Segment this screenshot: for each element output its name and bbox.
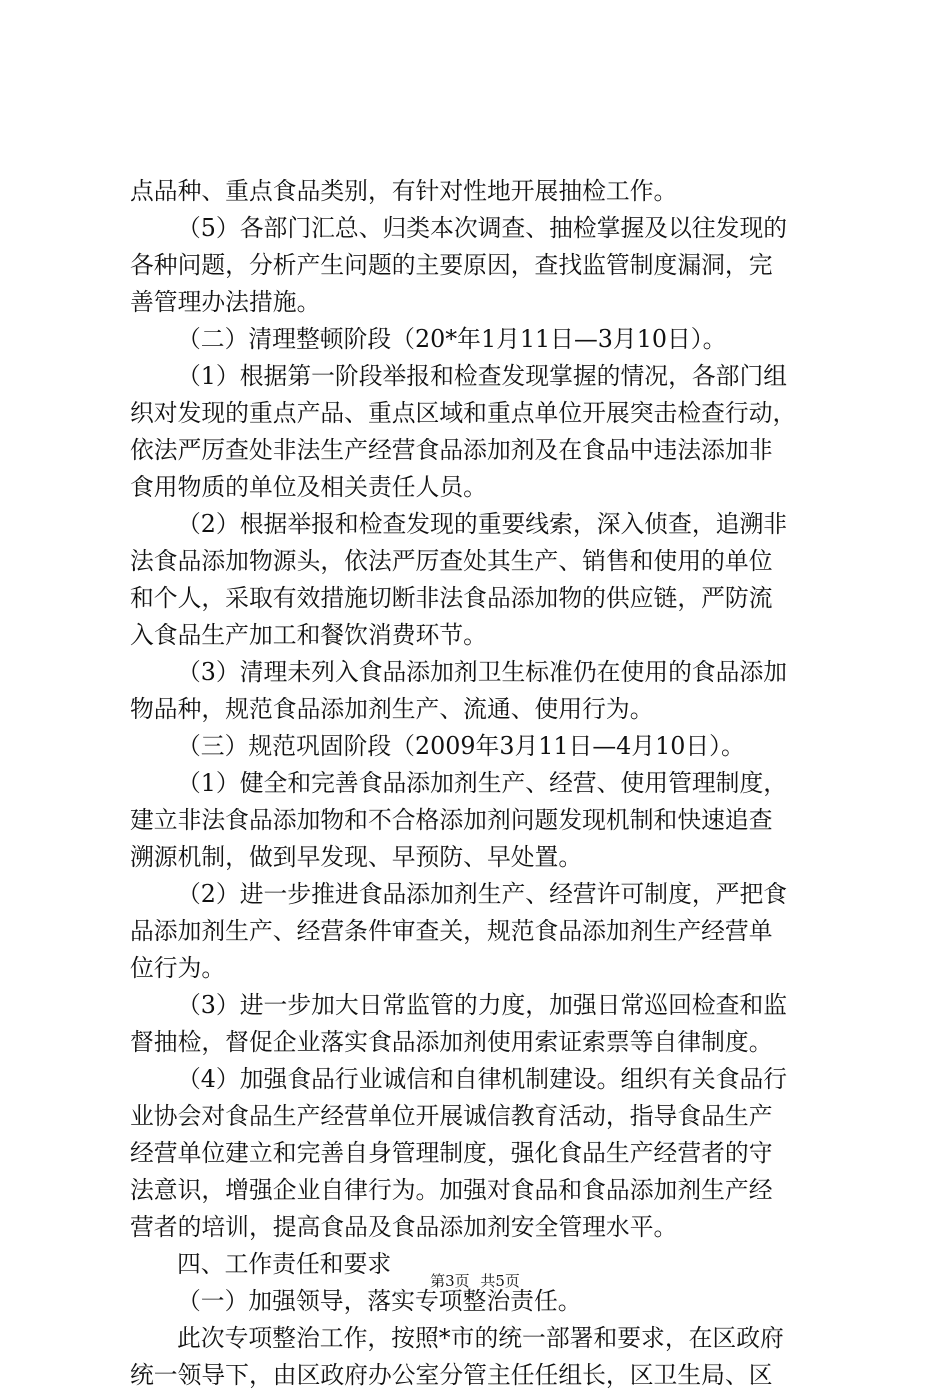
text-line: 营者的培训，提高食品及食品添加剂安全管理水平。 — [130, 1213, 678, 1241]
text-line: （5）各部门汇总、归类本次调查、抽检掌握及以往发现的 — [177, 214, 788, 242]
text-line: （1）根据第一阶段举报和检查发现掌握的情况，各部门组 — [177, 362, 788, 390]
text-line: 物品种，规范食品添加剂生产、流通、使用行为。 — [130, 695, 654, 723]
document-body — [130, 173, 830, 1394]
text-line: （3）进一步加大日常监管的力度，加强日常巡回检查和监 — [177, 991, 788, 1019]
text-line: 业协会对食品生产经营单位开展诚信教育活动，指导食品生产 — [130, 1102, 773, 1130]
text-line: 法食品添加物源头，依法严厉查处其生产、销售和使用的单位 — [130, 547, 773, 575]
text-line: 依法严厉查处非法生产经营食品添加剂及在食品中违法添加非 — [130, 436, 773, 464]
text-line: 法意识，增强企业自律行为。加强对食品和食品添加剂生产经 — [130, 1176, 773, 1204]
page-footer — [0, 1271, 950, 1291]
text-line: 织对发现的重点产品、重点区域和重点单位开展突击检查行动， — [130, 399, 797, 427]
text-line: （4）加强食品行业诚信和自律机制建设。组织有关食品行 — [177, 1065, 788, 1093]
text-line: （1）健全和完善食品添加剂生产、经营、使用管理制度， — [177, 769, 788, 797]
text-line: 入食品生产加工和餐饮消费环节。 — [130, 621, 487, 649]
text-line: 各种问题，分析产生问题的主要原因，查找监管制度漏洞，完 — [130, 251, 773, 279]
text-line: （二）清理整顿阶段（20*年1月11日—3月10日）。 — [177, 325, 727, 353]
text-line: （三）规范巩固阶段（2009年3月11日—4月10日）。 — [177, 732, 745, 760]
text-line: 点品种、重点食品类别，有针对性地开展抽检工作。 — [130, 177, 678, 205]
text-line: 四、工作责任和要求 — [177, 1250, 392, 1278]
text-line: 食用物质的单位及相关责任人员。 — [130, 473, 487, 501]
text-line: 善管理办法措施。 — [130, 288, 321, 316]
text-line: 督抽检，督促企业落实食品添加剂使用索证索票等自律制度。 — [130, 1028, 773, 1056]
text-line: 此次专项整治工作，按照*市的统一部署和要求，在区政府 — [177, 1324, 784, 1352]
text-line: 溯源机制，做到早发现、早预防、早处置。 — [130, 843, 583, 871]
text-line: （3）清理未列入食品添加剂卫生标准仍在使用的食品添加 — [177, 658, 788, 686]
text-line: （2）根据举报和检查发现的重要线索，深入侦查，追溯非 — [177, 510, 788, 538]
text-line: 统一领导下，由区政府办公室分管主任任组长，区卫生局、区 — [130, 1361, 773, 1389]
text-line: 位行为。 — [130, 954, 226, 982]
page-total: 共5页 — [480, 1272, 520, 1290]
text-line: 品添加剂生产、经营条件审查关，规范食品添加剂生产经营单 — [130, 917, 773, 945]
page-number: 第3页 — [430, 1272, 470, 1290]
text-line: 建立非法食品添加物和不合格添加剂问题发现机制和快速追查 — [130, 806, 773, 834]
text-line: 和个人，采取有效措施切断非法食品添加物的供应链，严防流 — [130, 584, 773, 612]
text-line: 经营单位建立和完善自身管理制度，强化食品生产经营者的守 — [130, 1139, 773, 1167]
text-line: （一）加强领导，落实专项整治责任。 — [177, 1287, 582, 1315]
text-line: （2）进一步推进食品添加剂生产、经营许可制度，严把食 — [177, 880, 788, 908]
